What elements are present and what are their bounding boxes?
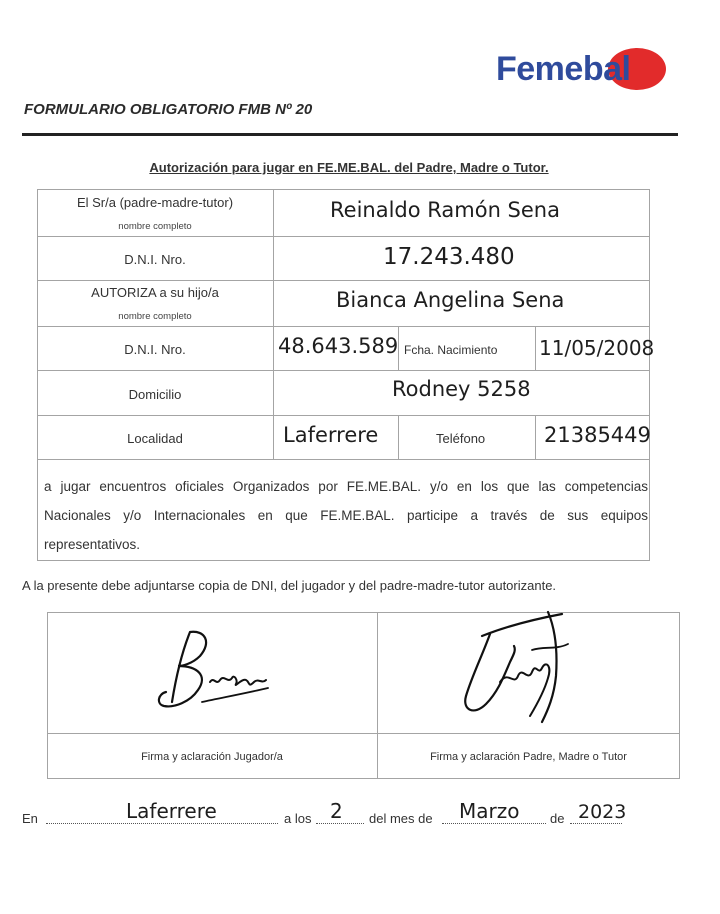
- place-value: Laferrere: [126, 799, 217, 823]
- parent-dni-value: 17.243.480: [383, 244, 515, 270]
- mes-label: del mes de: [369, 811, 433, 826]
- phone-value: 21385449: [544, 423, 651, 447]
- locality-value: Laferrere: [283, 423, 379, 447]
- address-label: Domicilio: [128, 387, 182, 402]
- parent-sublabel: nombre completo: [118, 221, 192, 232]
- player-signature-caption: Firma y aclaración Jugador/a: [141, 751, 283, 763]
- logo-text: Femebal: [496, 50, 631, 88]
- form-subtitle: Autorización para jugar en FE.ME.BAL. del Padre, Madre o Tutor.: [149, 160, 549, 175]
- authorization-text: a jugar encuentros oficiales Organizados por FE.ME.BAL. y/o en los que las competencias Nacionales y/o Internacionales en que FE.ME.BAL. participe a través de sus equipos representativos.: [44, 479, 648, 552]
- address-value: Rodney 5258: [392, 377, 531, 401]
- phone-label: Teléfono: [436, 431, 486, 446]
- child-dni-label: D.N.I. Nro.: [124, 342, 186, 357]
- en-label: En: [22, 811, 38, 826]
- attachment-note: A la presente debe adjuntarse copia de DNI, del jugador y del padre-madre-tutor autorizante.: [22, 578, 557, 593]
- locality-label: Localidad: [127, 431, 183, 446]
- birth-date-value: 11/05/2008: [539, 336, 655, 360]
- player-signature: [150, 622, 280, 717]
- parent-name-value: Reinaldo Ramón Sena: [330, 198, 560, 222]
- child-name-value: Bianca Angelina Sena: [336, 288, 565, 312]
- child-dni-value: 48.643.589: [278, 334, 399, 358]
- day-value: 2: [330, 799, 343, 823]
- parent-label: El Sr/a (padre-madre-tutor): [76, 195, 234, 210]
- femebal-logo: [496, 44, 686, 98]
- de-label: de: [550, 811, 565, 826]
- los-label: a los: [284, 811, 312, 826]
- child-label: AUTORIZA a su hijo/a: [91, 285, 219, 300]
- tutor-signature: [452, 606, 582, 731]
- birth-date-label: Fcha. Nacimiento: [404, 343, 498, 357]
- child-sublabel: nombre completo: [118, 311, 192, 322]
- month-value: Marzo: [459, 799, 520, 823]
- parent-dni-label: D.N.I. Nro.: [124, 252, 186, 267]
- form-title: FORMULARIO OBLIGATORIO FMB Nº 20: [24, 101, 313, 118]
- title-divider: [22, 133, 678, 136]
- tutor-signature-caption: Firma y aclaración Padre, Madre o Tutor: [430, 751, 627, 763]
- year-value: 2023: [578, 801, 627, 823]
